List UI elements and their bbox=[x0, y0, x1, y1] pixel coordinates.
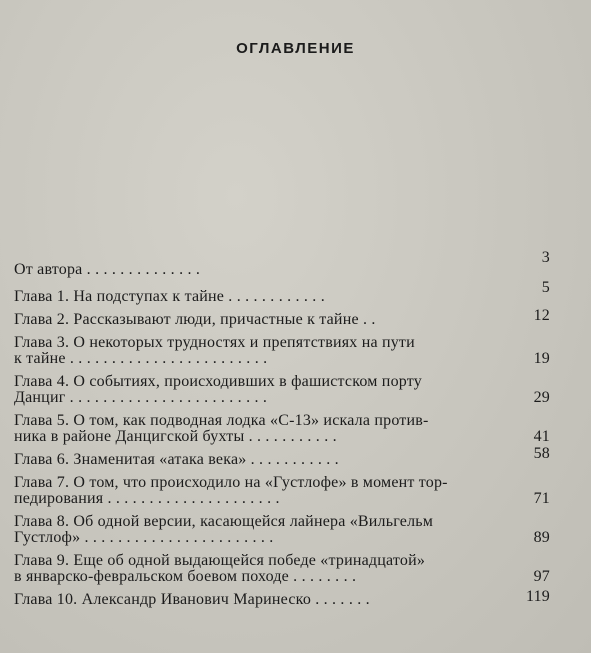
toc-entry-chapter-5 bbox=[14, 413, 550, 445]
toc-entry-author bbox=[14, 240, 550, 278]
toc-entry-chapter-9 bbox=[14, 553, 550, 585]
toc-entry-chapter-3 bbox=[14, 335, 550, 367]
toc-page-number: 89 bbox=[533, 529, 550, 546]
toc-entry-chapter-4 bbox=[14, 374, 550, 406]
toc-page-number: 12 bbox=[533, 307, 550, 324]
toc-entry-text: Глава 1. На подступах к тайне . . . . . . . . . . . . bbox=[14, 288, 325, 305]
toc-entry-text: в январско-февральском боевом походе . . . . . . . . bbox=[14, 568, 357, 585]
toc-page-number: 29 bbox=[533, 389, 550, 406]
toc-entry-text: Густлоф» . . . . . . . . . . . . . . . . . . . . . . . bbox=[14, 529, 274, 546]
toc-entry-text: Глава 6. Знаменитая «атака века» . . . . . . . . . . . bbox=[14, 451, 339, 468]
toc-entry-text: ника в районе Данцигской бухты . . . . . . . . . . . bbox=[14, 428, 337, 445]
toc-entry-text: Глава 2. Рассказывают люди, причастные к тайне . . bbox=[14, 311, 376, 328]
toc-entry-text: Глава 7. О том, что происходило на «Густлофе» в момент тор- bbox=[14, 474, 448, 491]
toc-entry-chapter-6 bbox=[14, 445, 550, 468]
toc-entry-text: к тайне . . . . . . . . . . . . . . . . . . . . . . . . bbox=[14, 350, 268, 367]
toc-entry-chapter-8 bbox=[14, 514, 550, 546]
toc-entry-text: Данциг . . . . . . . . . . . . . . . . . . . . . . . . bbox=[14, 389, 268, 406]
page-title: ОГЛАВЛЕНИЕ bbox=[236, 40, 355, 57]
toc-page-number: 97 bbox=[533, 568, 550, 585]
toc-page-number: 5 bbox=[541, 279, 550, 296]
toc-page-number: 58 bbox=[533, 445, 550, 462]
toc-page-number: 119 bbox=[525, 588, 550, 605]
toc-entry-chapter-10 bbox=[14, 588, 550, 608]
toc-page-number: 19 bbox=[533, 350, 550, 367]
toc-entry-chapter-2 bbox=[14, 307, 550, 328]
toc-entry-text: Глава 10. Александр Иванович Маринеско . . . . . . . bbox=[14, 591, 370, 608]
toc-page-number: 3 bbox=[541, 249, 550, 266]
toc-entry-chapter-1 bbox=[14, 279, 550, 305]
toc-entry-text: педирования . . . . . . . . . . . . . . . . . . . . . bbox=[14, 490, 280, 507]
toc-entry-chapter-7 bbox=[14, 475, 550, 507]
toc-entry-text: Глава 3. О некоторых трудностях и препятствиях на пути bbox=[14, 334, 415, 351]
toc-entry-text: Глава 8. Об одной версии, касающейся лайнера «Вильгельм bbox=[14, 513, 434, 530]
toc-entry-text: Глава 9. Еще об одной выдающейся победе «тринадцатой» bbox=[14, 552, 426, 569]
toc-entry-text: От автора . . . . . . . . . . . . . . bbox=[14, 261, 201, 278]
toc-entry-text: Глава 4. О событиях, происходивших в фашистском порту bbox=[14, 373, 422, 390]
toc-entry-text: Глава 5. О том, как подводная лодка «С-13» искала против- bbox=[14, 412, 429, 429]
toc-page-number: 41 bbox=[533, 428, 550, 445]
toc-page-number: 71 bbox=[533, 490, 550, 507]
table-of-contents bbox=[14, 240, 550, 608]
